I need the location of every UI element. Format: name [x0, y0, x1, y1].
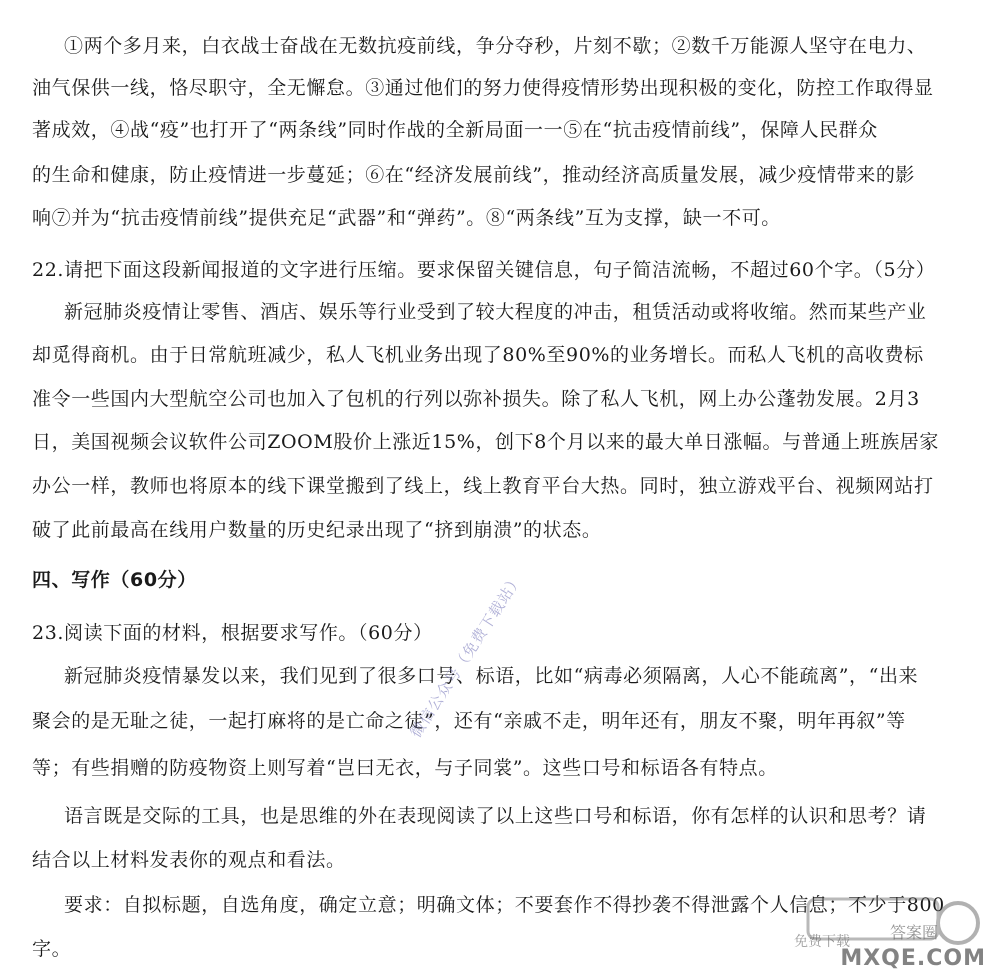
q23-task-line: 语言既是交际的工具，也是思维的外在表现阅读了以上这些口号和标语，你有怎样的认识和思考？请 [64, 805, 927, 827]
paragraph-line: 响⑦并为“抗击疫情前线”提供充足“武器”和“弹药”。⑧“两条线”互为支撑，缺一不可。 [32, 207, 781, 229]
q22-passage-line: 准令一些国内大型航空公司也加入了包机的行列以弥补损失。除了私人飞机，网上办公蓬勃发展。2月3 [32, 388, 920, 410]
watermark-sub: 免费下载 [794, 934, 850, 950]
paragraph-line: 的生命和健康，防止疫情进一步蔓延；⑥在“经济发展前线”，推动经济高质量发展，减少疫情带来的影 [32, 164, 916, 186]
q23-requirement-line: 要求：自拟标题，自选角度，确定立意；明确文体；不要套作不得抄袭不得泄露个人信息；不少于800 [64, 894, 945, 916]
diagonal-watermark: 微信公众号（免费下载站） [406, 570, 527, 741]
question-23-prompt: 23.阅读下面的材料，根据要求写作。（60分） [32, 622, 433, 644]
q23-material-line: 新冠肺炎疫情暴发以来，我们见到了很多口号、标语，比如“病毒必须隔离，人心不能疏离”，“出来 [64, 665, 919, 687]
q22-passage-line: 破了此前最高在线用户数量的历史纪录出现了“挤到崩溃”的状态。 [32, 519, 602, 541]
q23-task-line: 结合以上材料发表你的观点和看法。 [32, 849, 346, 871]
watermark-logo-cn: 答案圈 [889, 923, 938, 942]
q23-material-line: 聚会的是无耻之徒，一起打麻将的是亡命之徒”，还有“亲戚不走，明年还有，朋友不聚，明年再叙”等 [32, 710, 906, 732]
section-heading: 四、写作（60分） [32, 569, 197, 591]
question-22-prompt: 22.请把下面这段新闻报道的文字进行压缩。要求保留关键信息，句子简洁流畅，不超过60个字。（5分） [32, 259, 936, 281]
q23-requirement-line: 字。 [32, 938, 72, 960]
paragraph-line: ①两个多月来，白衣战士奋战在无数抗疫前线，争分夺秒，片刻不歇；②数千万能源人坚守在电力、 [64, 35, 927, 57]
paragraph-line: 著成效，④战“疫”也打开了“两条线”同时作战的全新局面一一⑤在“抗击疫情前线”，保障人民群众 [32, 119, 878, 141]
paragraph-line: 油气保供一线，恪尽职守，全无懈怠。③通过他们的努力使得疫情形势出现积极的变化，防控工作取得显 [32, 77, 934, 99]
q22-passage-line: 却觅得商机。由于日常航班减少，私人飞机业务出现了80%至90%的业务增长。而私人飞机的高收费标 [32, 344, 924, 366]
watermark-logo-en: MXQE.COM [840, 946, 986, 971]
q23-material-line: 等；有些捐赠的防疫物资上则写着“岂曰无衣，与子同裳”。这些口号和标语各有特点。 [32, 757, 778, 779]
q22-passage-line: 办公一样，教师也将原本的线下课堂搬到了线上，线上教育平台大热。同时，独立游戏平台、视频网站打 [32, 475, 934, 497]
q22-passage-line: 新冠肺炎疫情让零售、酒店、娱乐等行业受到了较大程度的冲击，租赁活动或将收缩。然而某些产业 [64, 301, 927, 323]
q22-passage-line: 日，美国视频会议软件公司ZOOM股价上涨近15%，创下8个月以来的最大单日涨幅。与普通上班族居家 [32, 431, 939, 453]
